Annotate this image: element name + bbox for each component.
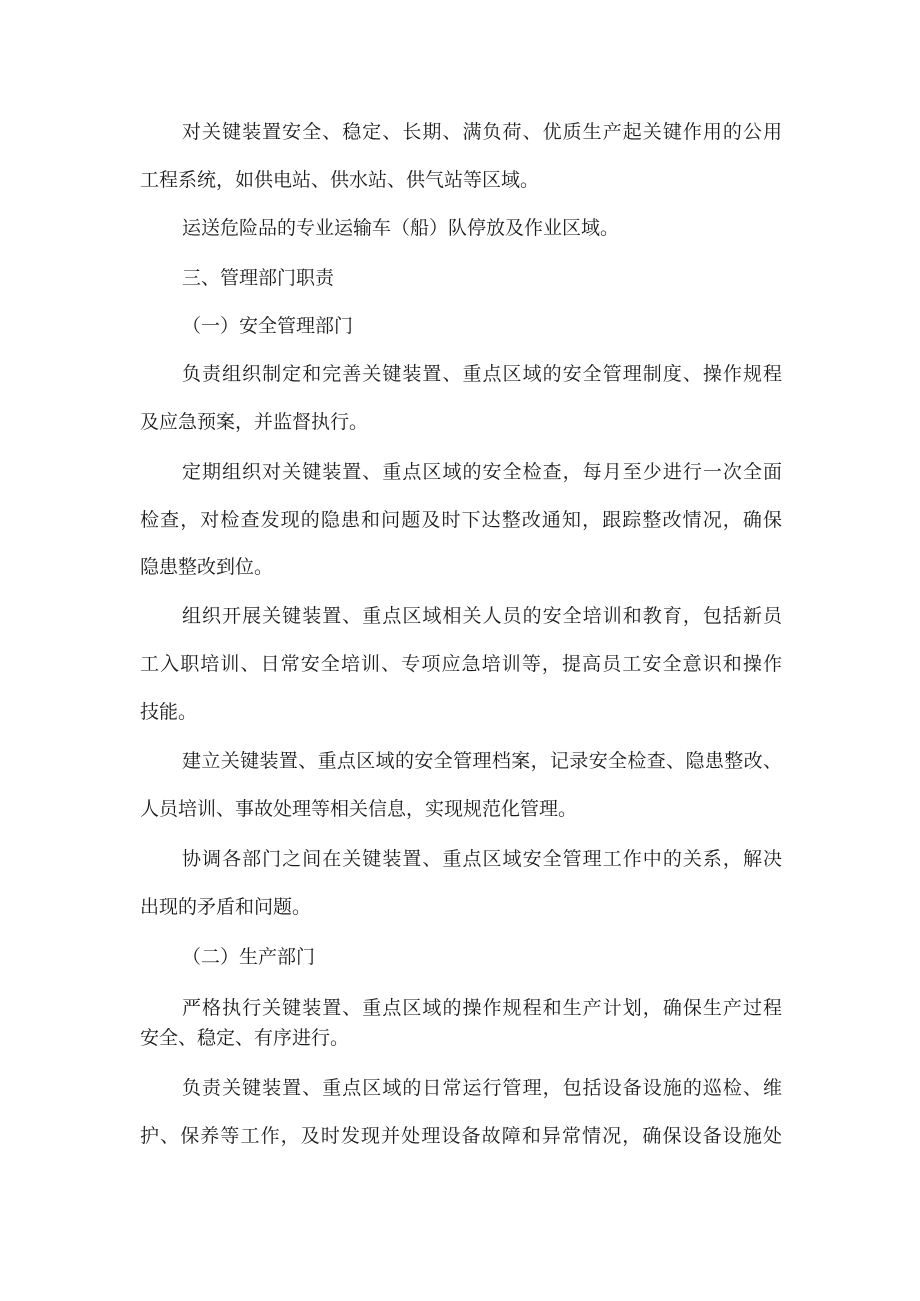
line-text: 工入职培训、日常安全培训、专项应急培训等，提高员工安全意识和操作 <box>140 653 782 675</box>
body-line <box>0 847 920 871</box>
line-text: 安全、稳定、有序进行。 <box>140 1027 350 1049</box>
line-text: 定期组织对关键装置、重点区域的安全检查，每月至少进行一次全面 <box>182 461 782 483</box>
body-line <box>0 1026 920 1050</box>
body-line <box>0 797 920 821</box>
line-text: 协调各部门之间在关键装置、重点区域安全管理工作中的关系，解决 <box>182 848 782 870</box>
subheading-text: （二）生产部门 <box>182 946 316 968</box>
line-text: 人员培训、事故处理等相关信息，实现规范化管理。 <box>140 798 578 820</box>
body-line <box>0 362 920 386</box>
line-text: 出现的矛盾和问题。 <box>140 896 312 918</box>
body-line <box>0 996 920 1020</box>
subsection-heading <box>0 945 920 969</box>
line-text: 护、保养等工作，及时发现并处理设备故障和异常情况，确保设备设施处 <box>140 1125 782 1147</box>
line-text: 组织开展关键装置、重点区域相关人员的安全培训和教育，包括新员 <box>182 605 782 627</box>
body-line <box>0 460 920 484</box>
line-text: 及应急预案，并监督执行。 <box>140 411 369 433</box>
line-text: 建立关键装置、重点区域的安全管理档案，记录安全检查、隐患整改、 <box>182 750 782 772</box>
body-line <box>0 1124 920 1148</box>
line-text: 工程系统，如供电站、供水站、供气站等区域。 <box>140 169 540 191</box>
body-line <box>0 168 920 192</box>
heading-text: 三、管理部门职责 <box>182 267 335 289</box>
section-heading <box>0 266 920 290</box>
line-text: 严格执行关键装置、重点区域的操作规程和生产计划，确保生产过程 <box>182 997 782 1019</box>
body-line <box>0 410 920 434</box>
body-line <box>0 700 920 724</box>
line-text: 对关键装置安全、稳定、长期、满负荷、优质生产起关键作用的公用 <box>182 121 782 143</box>
line-text: 负责组织制定和完善关键装置、重点区域的安全管理制度、操作规程 <box>182 363 782 385</box>
line-text: 隐患整改到位。 <box>140 556 274 578</box>
body-line <box>0 555 920 579</box>
body-line <box>0 1076 920 1100</box>
line-text: 运送危险品的专业运输车（船）队停放及作业区域。 <box>182 217 620 239</box>
subheading-text: （一）安全管理部门 <box>182 315 354 337</box>
body-line <box>0 749 920 773</box>
body-line <box>0 120 920 144</box>
body-line <box>0 604 920 628</box>
subsection-heading <box>0 314 920 338</box>
line-text: 检查，对检查发现的隐患和问题及时下达整改通知，跟踪整改情况，确保 <box>140 509 782 531</box>
body-line <box>0 508 920 532</box>
body-line <box>0 895 920 919</box>
body-line <box>0 216 920 240</box>
line-text: 负责关键装置、重点区域的日常运行管理，包括设备设施的巡检、维 <box>182 1077 782 1099</box>
body-line <box>0 652 920 676</box>
line-text: 技能。 <box>140 701 198 723</box>
